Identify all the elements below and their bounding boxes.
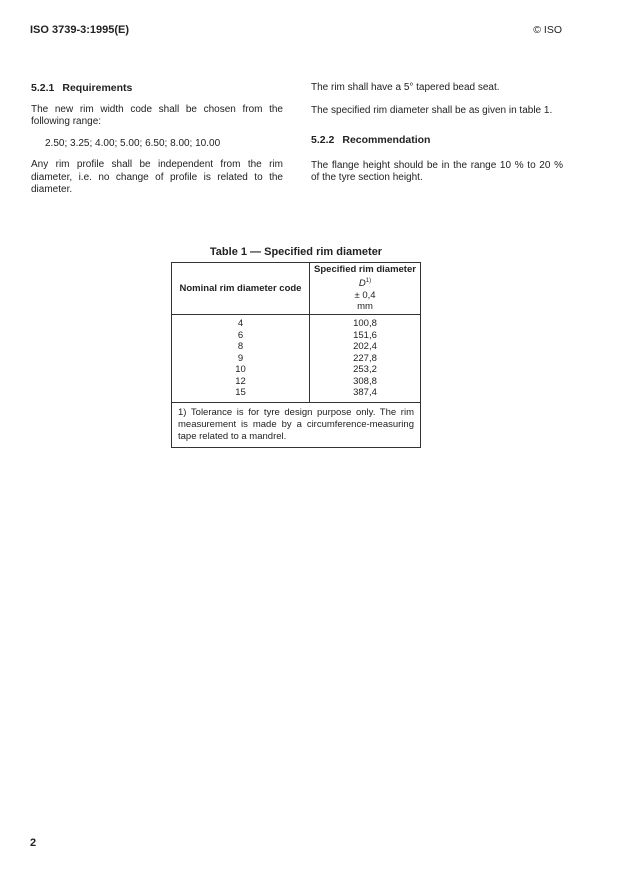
codes-cell <box>172 315 310 403</box>
diameter-value: 100,8 <box>353 318 377 330</box>
section-heading-5-2-2: 5.2.2 Recommendation <box>311 134 431 146</box>
code-value: 15 <box>235 387 246 399</box>
diameter-value: 387,4 <box>353 387 377 399</box>
table-title: Table 1 — Specified rim diameter <box>209 246 383 258</box>
paragraph: Any rim profile shall be independent from the rim diameter, i.e. no change of profile is related to the diameter. <box>31 159 283 195</box>
diameter-value: 151,6 <box>353 329 377 341</box>
code-value: 4 <box>237 318 244 330</box>
paragraph: The flange height should be in the range 10 % to 20 % of the tyre section height. <box>311 159 563 183</box>
paragraph: The specified rim diameter shall be as given in table 1. <box>311 104 553 116</box>
section-heading-5-2-1: 5.2.1 Requirements <box>31 82 133 94</box>
col-header-diameter: Specified rim diameter $D^{1)}$ ± 0,4 mm <box>310 263 421 315</box>
rim-diameter-table <box>171 262 421 448</box>
col-header-code: Nominal rim diameter code <box>172 263 310 315</box>
table-footnote: 1) Tolerance is for tyre design purpose only. The rim measurement is made by a circumference-measuring tape related to a mandrel. <box>172 403 421 448</box>
copyright: © ISO <box>533 24 562 36</box>
right-column <box>311 82 563 185</box>
paragraph: The new rim width code shall be chosen from the following range: <box>31 103 283 127</box>
diameter-value: 227,8 <box>353 352 377 364</box>
diameters-cell <box>310 315 421 403</box>
diameter-value: 253,2 <box>353 364 377 376</box>
page-number: 2 <box>30 837 37 849</box>
code-value: 10 <box>235 364 246 376</box>
diameter-value: 308,8 <box>353 375 377 387</box>
paragraph: The rim shall have a 5° tapered bead seat. <box>311 82 500 93</box>
code-value: 6 <box>237 329 244 341</box>
range-list: 2.50; 3.25; 4.00; 5.00; 6.50; 8.00; 10.00 <box>45 137 221 149</box>
code-value: 9 <box>237 352 244 364</box>
left-column <box>31 82 283 197</box>
code-value: 12 <box>235 375 246 387</box>
document-id: ISO 3739-3:1995(E) <box>30 24 130 36</box>
diameter-value: 202,4 <box>353 341 377 353</box>
code-value: 8 <box>237 341 244 353</box>
